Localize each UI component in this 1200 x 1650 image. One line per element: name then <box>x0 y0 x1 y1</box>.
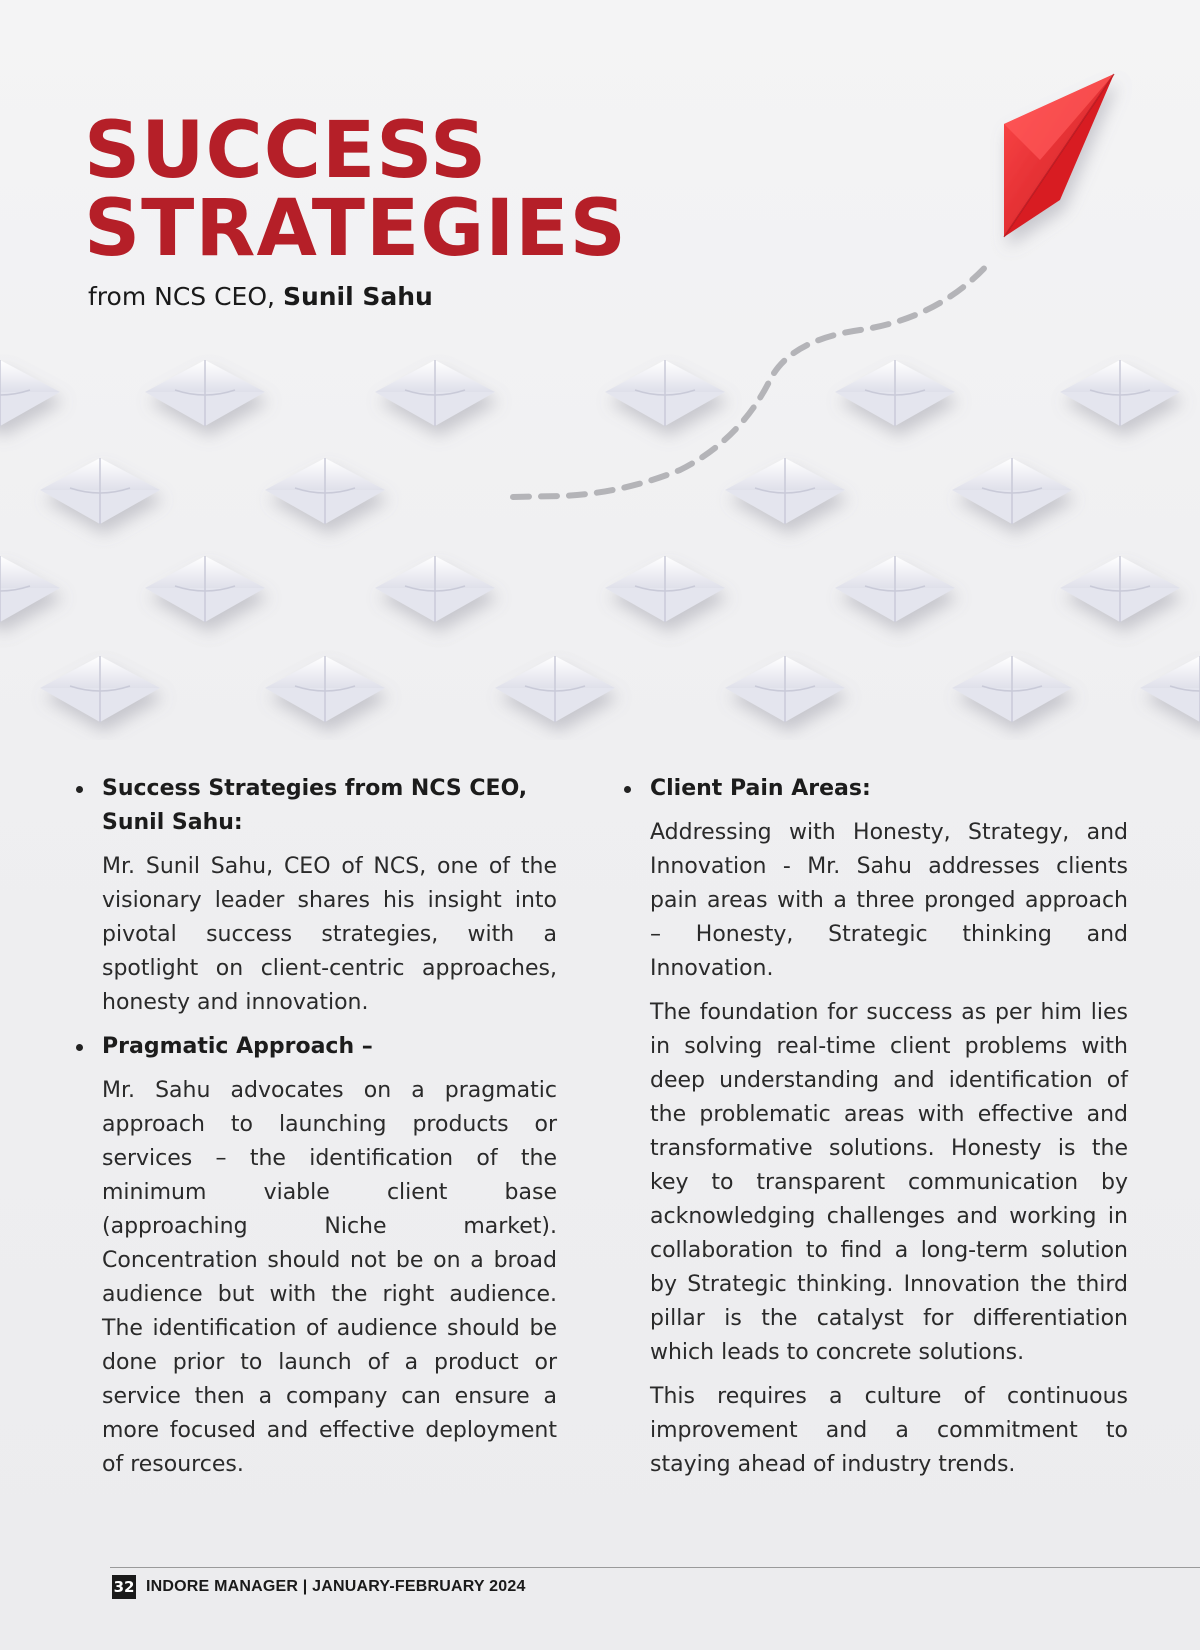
bullet-pragmatic-approach: Pragmatic Approach – <box>76 1030 556 1064</box>
headline-line-2: STRATEGIES <box>84 184 627 274</box>
publication-info: INDORE MANAGER | JANUARY-FEBRUARY 2024 <box>146 1578 526 1595</box>
white-paper-boat-icon <box>495 656 615 722</box>
white-paper-boat-icon <box>0 556 60 622</box>
paragraph-pragmatic: Mr. Sahu advocates on a pragmatic approach to launching products or services – the identification of the minimum viable client base (approaching Niche market). Concentration should not be on a broad audience but with the right audience. The identification of audience should be done prior to launch of a product or service then a company can ensure a more focused and effective deployment of resources. <box>102 1078 557 1477</box>
white-paper-boat-icon <box>145 556 265 622</box>
white-paper-boat-icon <box>952 656 1072 722</box>
white-paper-boat-icon <box>265 458 385 524</box>
bullet-success-strategies: Success Strategies from NCS CEO, Sunil Sahu: <box>76 772 556 840</box>
headline <box>84 106 627 274</box>
subtitle-prefix: from NCS CEO, <box>88 282 275 311</box>
white-paper-boat-icon <box>0 360 60 426</box>
paragraph-pain-areas: Addressing with Honesty, Strategy, and Innovation - Mr. Sahu addresses clients pain areas with a three pronged approach – Honesty, Strategic thinking and Innovation. <box>650 820 1128 981</box>
page-footer <box>112 1575 526 1599</box>
paragraph-culture: This requires a culture of continuous improvement and a commitment to staying ahead of industry trends. <box>650 1384 1128 1477</box>
white-paper-boat-icon <box>605 556 725 622</box>
white-paper-boat-icon <box>952 458 1072 524</box>
white-paper-boat-icon <box>265 656 385 722</box>
white-paper-boat-icon <box>375 556 495 622</box>
red-paper-boat-icon <box>1004 74 1114 237</box>
white-paper-boat-icon <box>145 360 265 426</box>
white-paper-boat-icon <box>605 360 725 426</box>
white-paper-boat-icon <box>725 656 845 722</box>
left-column <box>76 772 556 1492</box>
subtitle-name: Sunil Sahu <box>282 282 433 311</box>
white-paper-boat-icon <box>375 360 495 426</box>
white-paper-boat-icon <box>835 360 955 426</box>
subtitle <box>88 282 433 311</box>
hero-illustration <box>0 0 1200 740</box>
white-paper-boat-icon <box>835 556 955 622</box>
white-paper-boat-icon <box>1060 556 1180 622</box>
footer-rule <box>110 1567 1200 1568</box>
bullet-client-pain-areas: Client Pain Areas: <box>624 772 1128 806</box>
white-paper-boat-icon <box>1140 656 1200 722</box>
paragraph-intro: Mr. Sunil Sahu, CEO of NCS, one of the visionary leader shares his insight into pivotal success strategies, with a spotlight on client-centric approaches, honesty and innovation. <box>102 854 557 1015</box>
white-paper-boat-icon <box>40 458 160 524</box>
white-paper-boat-icon <box>1060 360 1180 426</box>
white-paper-boat-icon <box>725 458 845 524</box>
white-paper-boat-icon <box>40 656 160 722</box>
paragraph-foundation: The foundation for success as per him lies in solving real-time client problems with deep understanding and identification of the problematic areas with effective and transformative solutions. Honesty is the key to transparent communication by acknowledging challenges and working in collaboration to find a long-term solution by Strategic thinking. Innovation the third pillar is the catalyst for differentiation which leads to concrete solutions. <box>650 1000 1128 1365</box>
headline-line-1: SUCCESS <box>84 106 488 196</box>
right-column <box>624 772 1128 1492</box>
page-number: 32 <box>112 1575 136 1599</box>
